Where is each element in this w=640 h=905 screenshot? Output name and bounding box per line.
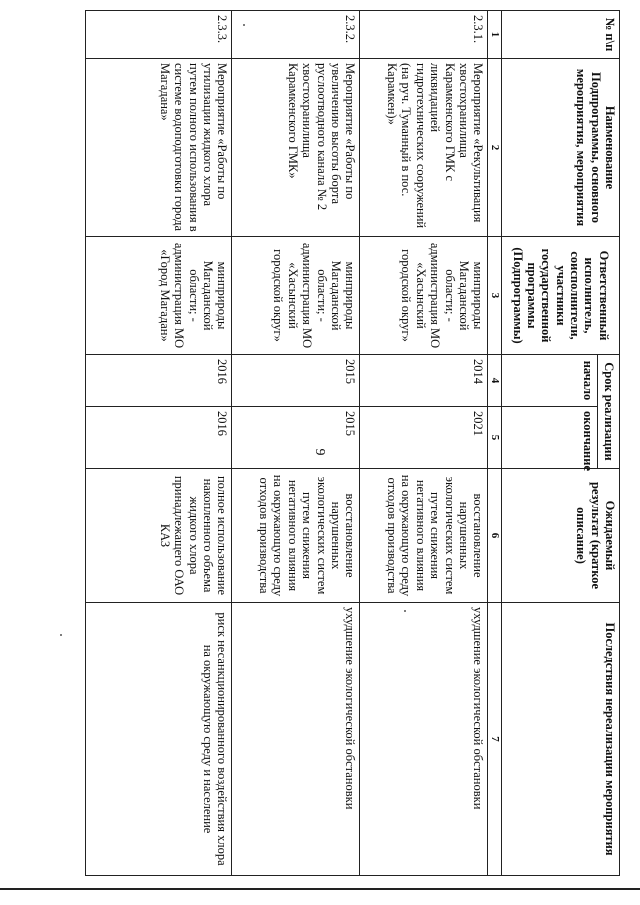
row-number: 2.3.1. [360,11,488,59]
header-consequences: Последствия нереализации мероприятия [502,603,620,876]
page-number: 9 [312,448,327,456]
column-number: 1 [488,11,502,59]
row-name: Мероприятие «Работы по утилизации жидкого хлора путем полного использования в системе водоподготовки города Магадана» [86,59,232,237]
table-frame [85,10,620,875]
header-start: начало [502,355,598,407]
column-number: 6 [488,469,502,603]
row-result: восстановление нарушенных экологических систем путем снижения негативного влияния на окружающую среду отходов производства [360,469,488,603]
row-end: 2021 [360,407,488,469]
row-consequences: ухудшение экологической обстановки [232,603,360,876]
row-name: Мероприятие «Работы по увеличению высоты борта руслоотводного канала № 2 хвостохранилища Карамкенского ГМК» [232,59,360,237]
header-executor: Ответственный исполнитель, соисполнители, участники государственной программы (Подпрограммы) [502,237,620,355]
row-start: 2016 [86,355,232,407]
header-no: № п\п [502,11,620,59]
column-number: 3 [488,237,502,355]
header-end: окончание [502,407,598,469]
column-number: 5 [488,407,502,469]
header-period: Срок реализации [598,355,620,469]
row-start: 2015 [232,355,360,407]
row-executor: минприроды Магаданской области; - администрация МО «Город Магадан» [86,237,232,355]
scan-speck [60,634,62,636]
row-end: 2015 [232,407,360,469]
row-executor: минприроды Магаданской области; - администрация МО «Хасынский городской округ» [360,237,488,355]
row-name: Мероприятие «Рекультивация хвостохранилища Карамкенского ГМК с ликвидацией гидротехнических сооружений (на руч. Туманный в пос. Карамкен)» [360,59,488,237]
row-consequences: риск несанкционированного воздействия хлора на окружающую среду и население [86,603,232,876]
row-consequences: ухудшение экологической обстановки [360,603,488,876]
row-executor: минприроды Магаданской области; - администрация МО «Хасынский городской округ» [232,237,360,355]
header-result: Ожидаемый результат (краткое описание) [502,469,620,603]
rotated-table-wrapper [85,10,620,875]
row-end: 2016 [86,407,232,469]
row-start: 2014 [360,355,488,407]
column-number: 2 [488,59,502,237]
column-number: 7 [488,603,502,876]
column-number: 4 [488,355,502,407]
header-name: Наименование Подпрограммы, основного мероприятия, мероприятия [502,59,620,237]
scan-bottom-edge [0,888,640,890]
row-number: 2.3.3. [86,11,232,59]
row-result: восстановление нарушенных экологических систем путем снижения негативного влияния на окружающую среду отходов производства [232,469,360,603]
row-number: 2.3.2. [232,11,360,59]
measures-table [85,10,620,876]
row-result: полное использование накопленного объема жидкого хлора принадлежащего ОАО КАЗ [86,469,232,603]
table-row [360,11,488,876]
table-row [86,11,232,876]
table-row [232,11,360,876]
